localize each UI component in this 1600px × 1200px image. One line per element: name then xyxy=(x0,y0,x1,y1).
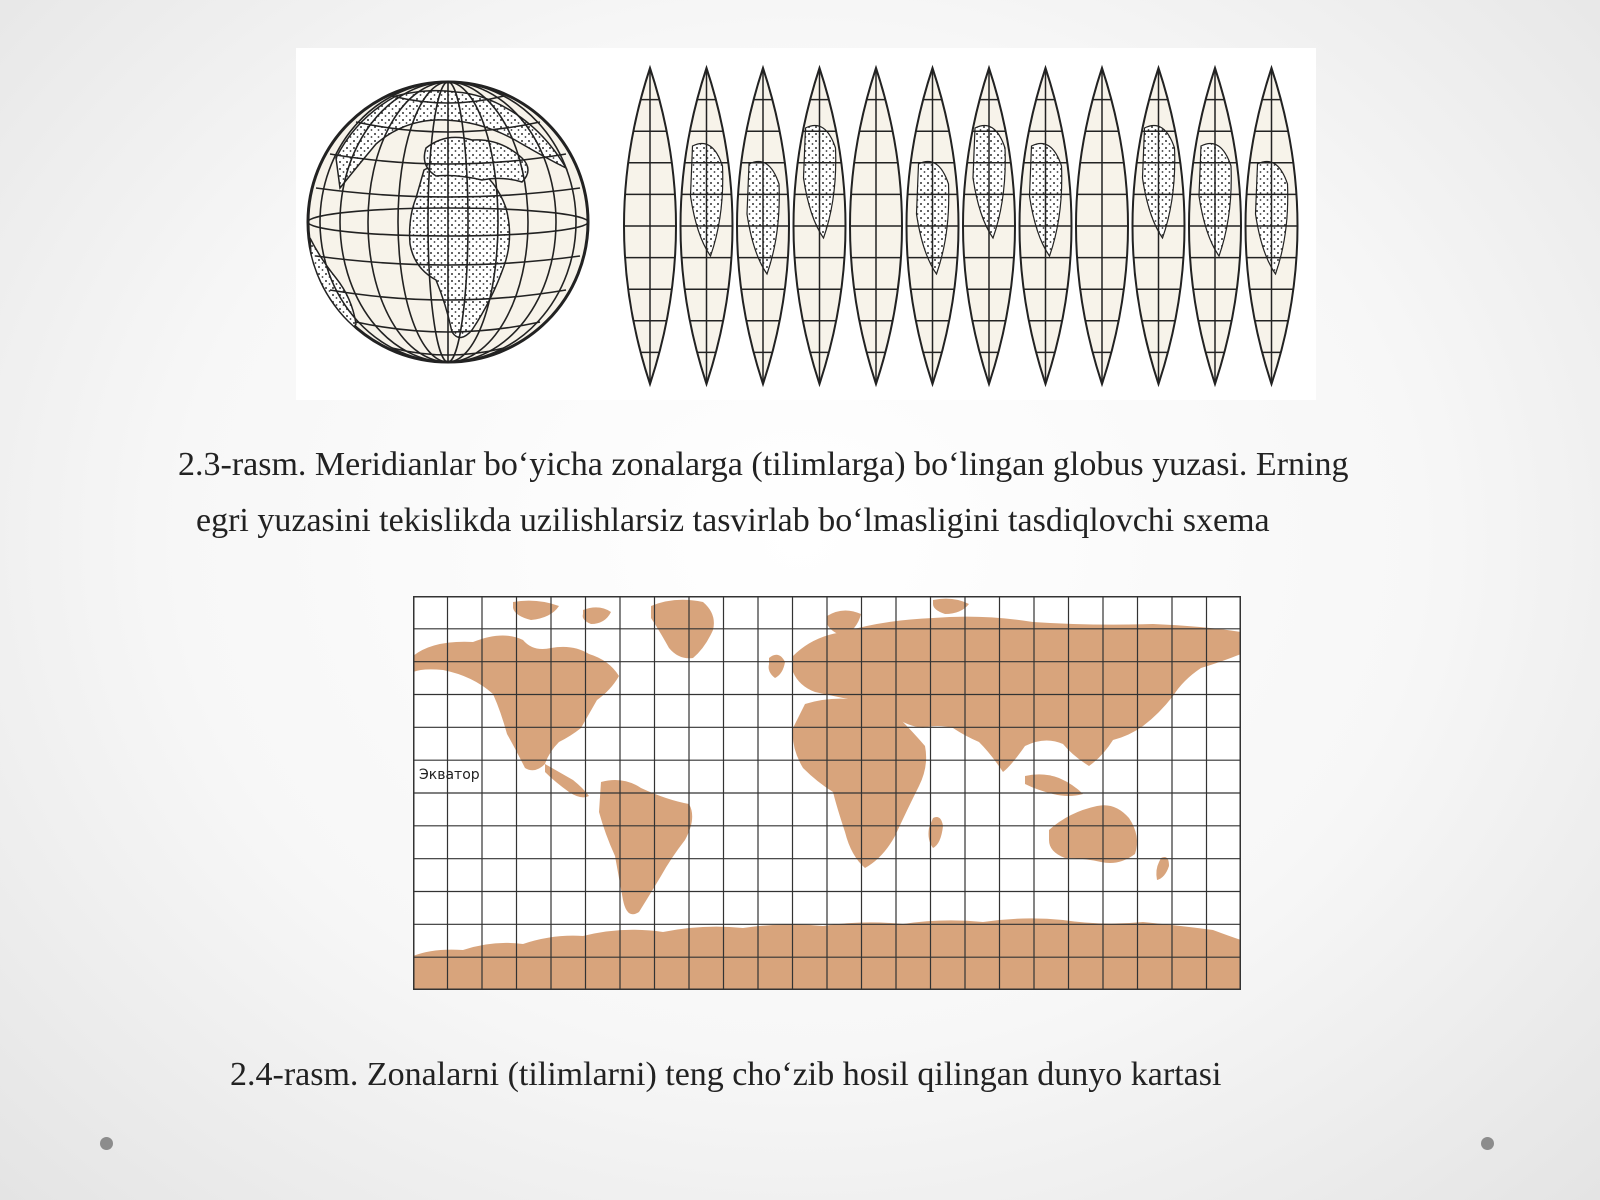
caption-line-2: egri yuzasini tekislikda uzilishlarsiz tasvirlab bo‘lmasligini tasdiqlovchi sxema xyxy=(196,502,1270,539)
globe-and-gores-figure xyxy=(296,48,1316,400)
caption-line-1: 2.3-rasm. Meridianlar bo‘yicha zonalarga (tilimlarga) bo‘lingan globus yuzasi. Erning xyxy=(178,446,1349,483)
figure-2-4-caption: 2.4-rasm. Zonalarni (tilimlarni) teng cho‘zib hosil qilingan dunyo kartasi xyxy=(230,1056,1222,1093)
globe-gore xyxy=(850,68,902,384)
globe-gore xyxy=(624,68,676,384)
globe-gores xyxy=(624,68,1298,384)
slide-bullet-right xyxy=(1481,1137,1494,1150)
slide-bullet-left xyxy=(100,1137,113,1150)
world-map-figure xyxy=(413,596,1241,990)
globe-gore xyxy=(1189,68,1241,384)
globe-gores-illustration xyxy=(296,48,1316,400)
globe-gore xyxy=(963,68,1015,384)
globe-gore xyxy=(907,68,959,384)
globe-gore xyxy=(1076,68,1128,384)
figure-2-3-caption xyxy=(178,437,1578,549)
world-map xyxy=(413,596,1241,990)
globe-gore xyxy=(1020,68,1072,384)
globe-gore xyxy=(737,68,789,384)
globe-gore xyxy=(1133,68,1185,384)
globe-gore xyxy=(681,68,733,384)
globe-gore xyxy=(1246,68,1298,384)
globe xyxy=(308,82,588,362)
equator-label: Экватор xyxy=(419,767,480,783)
globe-gore xyxy=(794,68,846,384)
